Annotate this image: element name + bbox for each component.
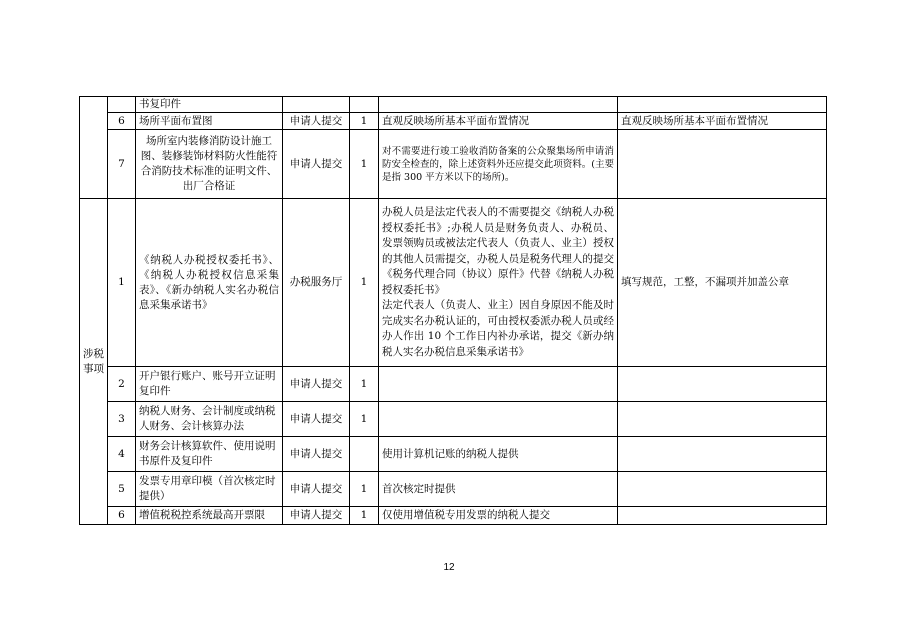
item-number: 1 <box>108 199 136 367</box>
table-row <box>80 437 827 472</box>
material-source: 申请人提交 <box>283 113 350 130</box>
material-name: 增值税税控系统最高开票限 <box>136 507 283 525</box>
table-row <box>80 507 827 525</box>
copy-count: 1 <box>350 199 379 367</box>
material-note: 首次核定时提供 <box>379 472 618 507</box>
material-requirement <box>618 402 827 437</box>
material-name: 财务会计核算软件、使用说明书原件及复印件 <box>136 437 283 472</box>
material-note: 使用计算机记账的纳税人提供 <box>379 437 618 472</box>
table-row <box>80 199 827 367</box>
material-source: 申请人提交 <box>283 402 350 437</box>
material-requirement <box>618 507 827 525</box>
material-note <box>379 97 618 113</box>
item-number: 4 <box>108 437 136 472</box>
item-number: 3 <box>108 402 136 437</box>
material-source: 办税服务厅 <box>283 199 350 367</box>
material-requirement: 填写规范，工整，不漏项并加盖公章 <box>618 199 827 367</box>
table-row <box>80 367 827 402</box>
material-name: 《纳税人办税授权委托书》、《纳税人办税授权信息采集表》、《新办纳税人实名办税信息采集承诺书》 <box>136 199 283 367</box>
material-note <box>379 367 618 402</box>
copy-count: 1 <box>350 367 379 402</box>
material-name: 书复印件 <box>136 97 283 113</box>
material-source: 申请人提交 <box>283 472 350 507</box>
copy-count <box>350 437 379 472</box>
material-source: 申请人提交 <box>283 507 350 525</box>
requirements-table <box>79 96 827 525</box>
item-number: 5 <box>108 472 136 507</box>
material-name: 场所室内装修消防设计施工图、装修装饰材料防火性能符合消防技术标准的证明文件、出厂合格证 <box>136 130 283 199</box>
material-name: 纳税人财务、会计制度或纳税人财务、会计核算办法 <box>136 402 283 437</box>
material-source: 申请人提交 <box>283 437 350 472</box>
copy-count: 1 <box>350 402 379 437</box>
material-requirement <box>618 130 827 199</box>
item-number: 6 <box>108 507 136 525</box>
table-row <box>80 97 827 113</box>
material-note: 办税人员是法定代表人的不需要提交《纳税人办税授权委托书》;办税人员是财务负责人、办税员、发票领购员或被法定代表人（负责人、业主）授权的其他人员需提交，办税人员是税务代理人的提交《税务代理合同（协议）原件》代替《纳税人办税授权委托书》 法定代表人（负责人、业主）因自身原因不能及时完成实名办税认证的，可由授权委派办税人员或经办人作出 10 个工作日内补办承诺，提交《新办纳税人实名办税信息采集承诺书》 <box>379 199 618 367</box>
item-number <box>108 97 136 113</box>
copy-count: 1 <box>350 113 379 130</box>
item-number: 7 <box>108 130 136 199</box>
item-number: 6 <box>108 113 136 130</box>
material-note: 直观反映场所基本平面布置情况 <box>379 113 618 130</box>
material-requirement <box>618 367 827 402</box>
copy-count: 1 <box>350 507 379 525</box>
material-source <box>283 97 350 113</box>
copy-count: 1 <box>350 472 379 507</box>
material-note <box>379 402 618 437</box>
material-requirement <box>618 472 827 507</box>
table-row <box>80 402 827 437</box>
material-requirement <box>618 437 827 472</box>
material-source: 申请人提交 <box>283 367 350 402</box>
material-note: 对不需要进行竣工验收消防备案的公众聚集场所申请消防安全检查的，除上述资料外还应提交此项资料。(主要是指 300 平方米以下的场所)。 <box>379 130 618 199</box>
material-name: 发票专用章印模（首次核定时提供） <box>136 472 283 507</box>
material-name: 开户银行账户、账号开立证明复印件 <box>136 367 283 402</box>
copy-count: 1 <box>350 130 379 199</box>
copy-count <box>350 97 379 113</box>
table-row <box>80 130 827 199</box>
material-source: 申请人提交 <box>283 130 350 199</box>
category-cell-prev <box>80 97 108 199</box>
material-name: 场所平面布置图 <box>136 113 283 130</box>
category-tax-matters: 涉税 事项 <box>80 199 108 525</box>
table-row <box>80 472 827 507</box>
material-requirement <box>618 97 827 113</box>
material-requirement: 直观反映场所基本平面布置情况 <box>618 113 827 130</box>
item-number: 2 <box>108 367 136 402</box>
table-row <box>80 113 827 130</box>
material-note: 仅使用增值税专用发票的纳税人提交 <box>379 507 618 525</box>
page-number: 12 <box>443 562 455 573</box>
